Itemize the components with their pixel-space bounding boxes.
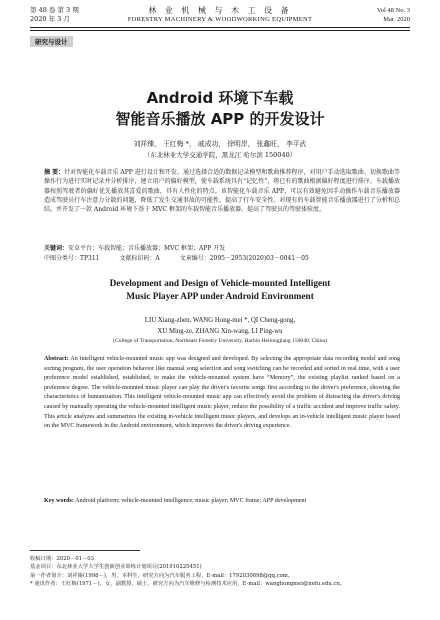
footnote-first-author: 第一作者简介：刘祥臻(1998－)，男，本科生，研究方向为汽车服务工程，E-mail：1792030698@qq.com。 [30, 572, 294, 579]
document-code: 文献标识码：A [119, 255, 160, 262]
keywords-cn-label: 关键词： [44, 245, 69, 252]
keywords-cn [44, 243, 225, 252]
volume-issue-en: Vol 48 No. 3 [376, 7, 410, 14]
footnote-received: 收稿日期：2020－01－03 [30, 556, 95, 562]
abstract-en-text: An intelligent vehicle-mounted music app was designed and developed. By selecting the appropriate data recording model and song sorting program, the user operation behavior like manual song selection and song switching can be recorded and sorted in real time, with a user preference model established, established, to make the vehicle-mounted system have “Memory”, the existing playlist ranked based on a preference degree. The vehicle-mounted music player can play the driver's favorite songs first according to the driver's preference, showing the characteristics of humanization. This intelligent vehicle-mounted music app can effectively avoid the problem of distracting the driver's driving caused by manually operating the vehicle-mounted intelligent music player, reduce the possibility of a traffic accident and improve traffic safety. This article analyzes and summarizes the existing in-vehicle intelligent music players, and develops an in-vehicle intelligent music player based on the MVC framework in the Android environment, which improves the driver's driving experience. [44, 356, 401, 430]
authors-en [0, 316, 440, 337]
clc-number: 中图分类号：TP311 [44, 255, 100, 262]
abstract-cn-text: 针对智能化车载音乐 APP 进行设计和开发。通过选择合适的数据记录模型和歌曲推荐程序，对用户手动选取歌曲、切换歌曲等操作行为进行实时记录并分析排序，建立用户的偏好模型，使车载系统具有“记忆性”，将已有的歌曲根据偏好程度进行排序。车载播放器按照驾驶者的偏好优先播放其喜爱的歌曲，具有人性化的特点。该智能化车载音乐 APP，可以有效避免因手动操作车载音乐播放器造成驾驶员行车注意力分散的问题，降低了发生交通事故的可能性，提高了行车安全性。对现有的车载智能音乐播放器进行了分析和总结，并开发了一款 Android 环境下基于 MVC 框架的车载智能音乐播放器，提高了驾驶员的驾驶体验度。 [44, 169, 400, 214]
footnote-divider [30, 550, 140, 551]
keywords-cn-text: 安卓平台；车载智能；音乐播放器；MVC 框架；APP 开发 [68, 245, 226, 252]
header-divider [30, 27, 410, 28]
journal-name-cn: 林 业 机 械 与 木 工 设 备 [148, 6, 292, 15]
volume-issue-cn: 第 48 卷 第 3 期 [30, 6, 79, 14]
affiliation-en: (College of Transportation, Northeast Forestry University, Harbin Heilongjiang 150040, China) [113, 338, 327, 344]
journal-name-en: FORESTRY MACHINERY & WOODWORKING EQUIPMENT [127, 16, 313, 23]
authors-cn: 刘祥臻， 王红梅 *， 戚成功， 徐明岸， 张鑫旺， 李平武 [133, 140, 307, 148]
title-en [0, 278, 440, 303]
classification-row [44, 253, 400, 262]
keywords-en [44, 498, 400, 504]
footnote-corresponding: * 通讯作者：王红梅(1971－)，女，副教授，硕士，研究方向为汽车维修与检测技术应用，E-mail：wanghongmei@nefu.edu.cn。 [30, 580, 346, 587]
header-divider-thin [30, 30, 410, 31]
title-cn [0, 88, 440, 130]
affiliation-cn: （东北林业大学交通学院，黑龙江 哈尔滨 150040） [143, 151, 297, 159]
footnotes [30, 555, 410, 588]
date-cn: 2020 年 3 月 [30, 15, 70, 23]
abstract-en [44, 355, 400, 432]
title-cn-line2: 智能音乐播放 APP 的开发设计 [115, 110, 325, 128]
article-number: 文章编号：2095－2953(2020)03－0041－05 [179, 255, 309, 262]
section-tag: 研究与设计 [30, 36, 73, 47]
authors-en-line1: LIU Xiang-zhen, WANG Hong-mei *, QI Cheng-gong, [144, 317, 296, 324]
footnote-fund: 基金项目：东北林业大学大学生创新创业训练计划项目(201910225451) [30, 564, 202, 571]
header-journal [0, 6, 440, 24]
keywords-en-text: Android platform; vehicle-mounted intelligence; music player; MVC frame; APP development [75, 498, 307, 504]
keywords-en-label: Key words: [44, 498, 74, 504]
header-volume-en [377, 6, 410, 24]
abstract-cn-label: 摘 要： [44, 169, 65, 176]
title-en-line1: Development and Design of Vehicle-mounted Intelligent [109, 279, 331, 289]
date-en: Mar. 2020 [383, 16, 410, 23]
authors-en-line2: XU Ming-ze, ZHANG Xin-wang, LI Ping-wu [157, 327, 283, 335]
abstract-cn [44, 168, 400, 214]
title-cn-line1: Android 环境下车载 [146, 89, 294, 107]
abstract-en-label: Abstract: [44, 356, 69, 362]
title-en-line2: Music Player APP under Android Environment [126, 291, 314, 302]
